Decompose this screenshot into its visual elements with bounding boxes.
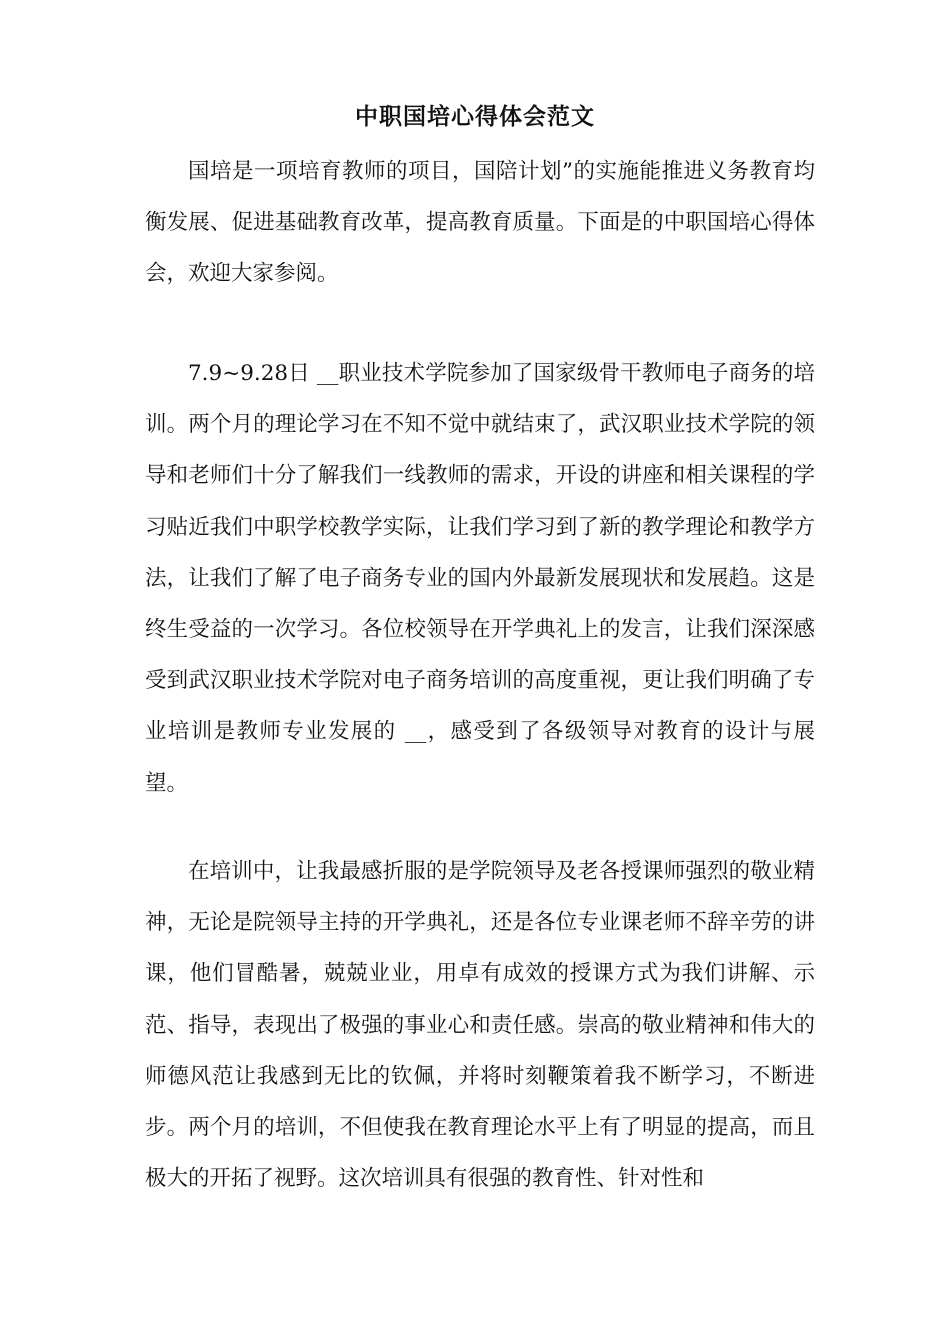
document-title: 中职国培心得体会范文 <box>355 103 595 130</box>
paragraph-intro: 国培是一项培育教师的项目，国陪计划”的实施能推进义务教育均衡发展、促进基础教育改革，提高教育质量。下面是的中职国培心得体会，欢迎大家参阅。 <box>145 159 815 287</box>
paragraph-training-overview: 7.9~9.28日 __职业技术学院参加了国家级骨干教师电子商务的培训。两个月的理论学习在不知不觉中就结束了，武汉职业技术学院的领导和老师们十分了解我们一线教师的需求，开设的讲座和相关课程的学习贴近我们中职学校教学实际，让我们学习到了新的教学理论和教学方法，让我们了解了电子商务专业的国内外最新发展现状和发展趋。这是终生受益的一次学习。各位校领导在开学典礼上的发言，让我们深深感受到武汉职业技术学院对电子商务培训的高度重视，更让我们明确了专业培训是教师专业发展的 __，感受到了各级领导对教育的设计与展望。 <box>145 361 815 796</box>
paragraph-teacher-spirit: 在培训中，让我最感折服的是学院领导及老各授课师强烈的敬业精神，无论是院领导主持的开学典礼，还是各位专业课老师不辞辛劳的讲课，他们冒酷暑，兢兢业业，用卓有成效的授课方式为我们讲解、示范、指导，表现出了极强的事业心和责任感。崇高的敬业精神和伟大的师德风范让我感到无比的钦佩，并将时刻鞭策着我不断学习，不断进步。两个月的培训，不但使我在教育理论水平上有了明显的提高，而且极大的开拓了视野。这次培训具有很强的教育性、针对性和 <box>145 859 815 1192</box>
